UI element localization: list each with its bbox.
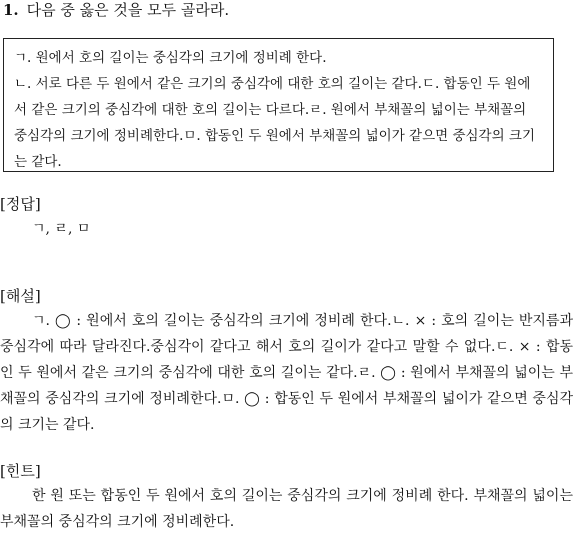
choices-box <box>3 38 554 172</box>
choice-item: ㄹ. 원에서 부채꼴의 넓이는 부채꼴의 중심각의 크기에 정비례한다. <box>14 102 527 144</box>
explanation-item: ㄹ. ◯ : 원에서 부채꼴의 넓이는 부채꼴의 중심각의 크기에 정비례한다. <box>0 365 573 407</box>
hint-label: [힌트] <box>0 462 41 480</box>
explanation-label: [해설] <box>0 287 41 305</box>
explanation-body <box>0 308 573 438</box>
question-number: 1. <box>3 1 19 19</box>
choice-item: ㄱ. 원에서 호의 길이는 중심각의 크기에 정비례 한다. <box>14 50 327 66</box>
answer-label: [정답] <box>0 195 41 213</box>
answer-text: ㄱ, ㄹ, ㅁ <box>32 221 91 237</box>
choice-item: ㄴ. 서로 다른 두 원에서 같은 크기의 중심각에 대한 호의 길이는 같다. <box>14 76 422 92</box>
explanation-item: ㄱ. ◯ : 원에서 호의 길이는 중심각의 크기에 정비례 한다. <box>32 313 392 329</box>
question <box>3 0 229 20</box>
explanation-item: ㄴ. × : 호의 길이는 반지름과 중심각에 따라 달라진다.중심각이 같다고 해서 호의 길이가 같다고 말할 수 없다. <box>0 313 573 355</box>
hint-body <box>0 483 573 535</box>
explanation-item: ㄷ. × : 합동인 두 원에서 같은 크기의 중심각에 대한 호의 길이는 같다. <box>0 339 573 381</box>
hint-text: 한 원 또는 합동인 두 원에서 호의 길이는 중심각의 크기에 정비례 한다. 부채꼴의 넓이는 부채꼴의 중심각의 크기에 정비례한다. <box>0 488 573 530</box>
choice-item: ㄷ. 합동인 두 원에서 같은 크기의 중심각에 대한 호의 길이는 다르다. <box>14 76 531 118</box>
explanation-item: ㅁ. ◯ : 합동인 두 원에서 부채꼴의 넓이가 같으면 중심각의 크기는 같다. <box>0 391 573 433</box>
question-text: 다음 중 옳은 것을 모두 골라라. <box>26 1 230 19</box>
choice-item: ㅁ. 합동인 두 원에서 부채꼴의 넓이가 같으면 중심각의 크기는 같다. <box>14 128 535 170</box>
